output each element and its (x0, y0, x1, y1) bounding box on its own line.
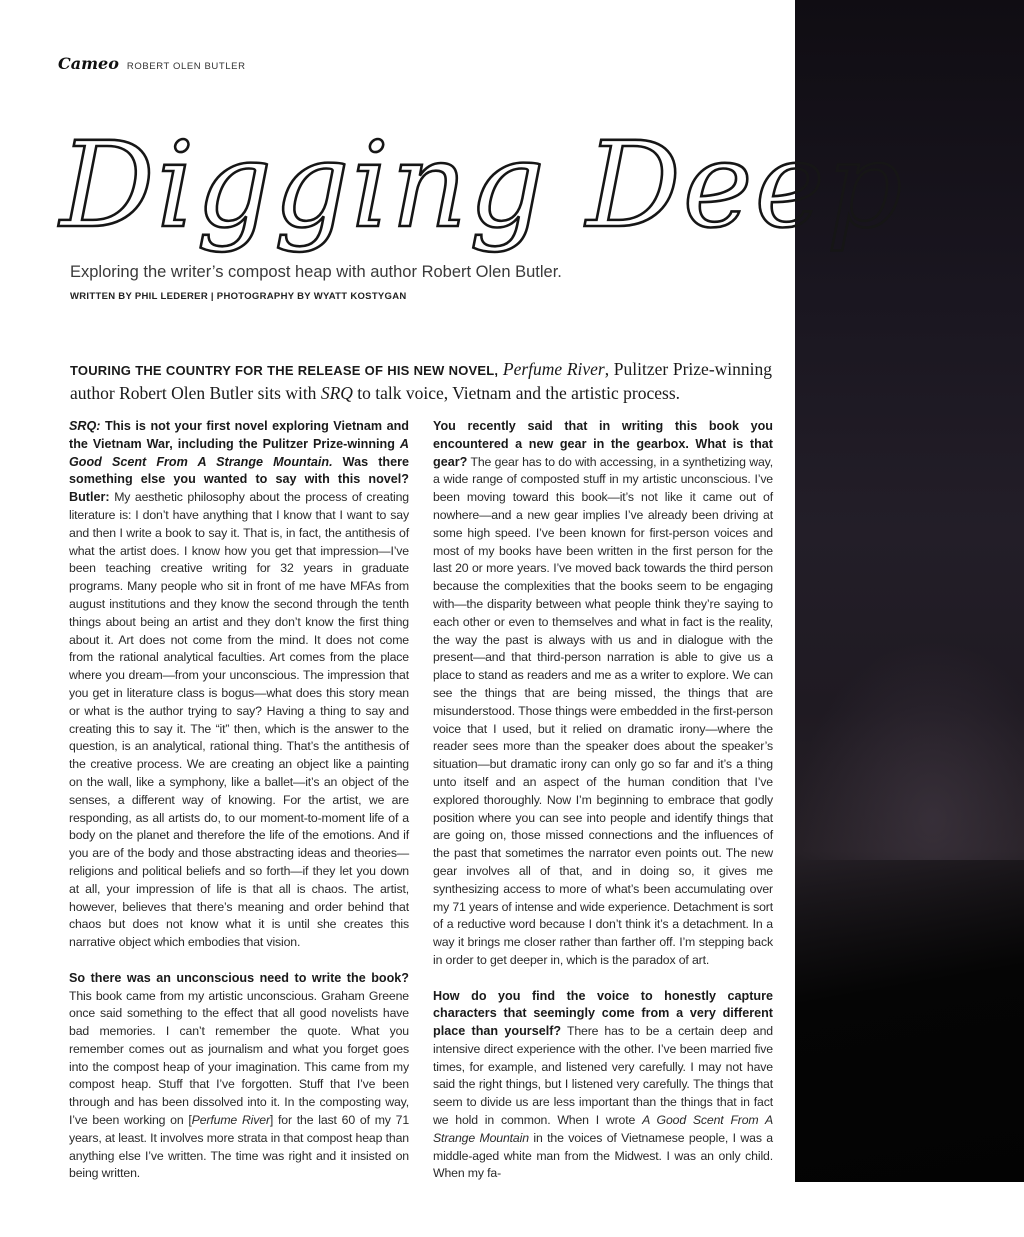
intro-text-end: to talk voice, Vietnam and the artistic process. (352, 383, 681, 403)
answer-end: ] for the last 60 of my 71 years, at least. It involves more strata in that compost heap than anything else I’ve written. The time was right and it insisted on being written. (69, 1113, 410, 1181)
article-subtitle: Exploring the writer’s compost heap with author Robert Olen Butler. (70, 263, 562, 281)
running-head-author: ROBERT OLEN BUTLER (126, 61, 246, 72)
question: You recently said that in writing this book you encountered a new gear in the gearbox. What is that gear? (433, 419, 773, 469)
answer: There has to be a certain deep and intensive direct experience with the other. I’ve been married five times, for example, and listened very carefully. I may not have said the right things, but I listened very carefully. The things that seem to divide us are less important than the things that in fact we hold in common. When I wrote (433, 1024, 773, 1128)
qa-block (433, 418, 773, 970)
photo-shadow (795, 860, 1024, 1182)
question-book-title: A Good Scent From A Strange Mountain. (69, 436, 409, 469)
running-head (58, 54, 246, 73)
qa-block (69, 970, 409, 1184)
title-text: Digging Deep (60, 116, 905, 254)
answer: This book came from my artistic unconscious. Graham Greene once said something to the effect that all good novelists have bad memories. I can’t remember the quote. What you remember comes out as journalism and what you forget goes into the compost heap of your imagination. This came from my compost heap. Stuff that I’ve forgotten. Stuff that I’ve been through and has been dissolved into it. In the composting way, I’ve been working on [ (69, 988, 409, 1128)
srq-label: SRQ: (69, 419, 101, 433)
article-intro (70, 358, 772, 404)
question-text: This is not your first novel exploring Vietnam and the Vietnam War, including the Pulitzer Prize-winning (69, 419, 409, 451)
article-byline: WRITTEN BY PHIL LEDERER | PHOTOGRAPHY BY WYATT KOSTYGAN (70, 291, 407, 302)
intro-text: , Pulitzer Prize-winning author Robert Olen Butler sits with (70, 359, 773, 403)
answer: The gear has to do with accessing, in a synthetizing way, a wide range of composted stuff in my artistic unconscious. I’ve been moving toward this book—it’s not like it came out of nowhere—and a new gear implies I’ve already been driving at some high speed. I’ve been known for first-person voices and most of my books have been written in the first person for the last 20 or more years. I’ve moved back towards the third person because the complexities that the books seem to be engaging with—the disparity between what people think they’re saying to each other or even to themselves and what in fact is the reality, the way the past is always with us and in dialogue with the present—and that third-person narration is able to give us a place to stand as readers and me as a writer to explore. We can see the things that are being missed, the things that are misunderstood. Those things were embedded in the first-person voice that I used, but it relied on dramatic irony—where the reader sees more than the speaker does about the speaker’s situation—but dramatic irony can only go so far and it’s a thing unto itself and an aspect of the human condition that I’ve explored thoroughly. Now I’m beginning to embrace that godly position where you can see into people and identify things that are going on, those missed connections and the influences of the past that sometimes the narrator even points out. The new gear involves all of that, and in doing so, it gives me synthesizing access to more of what’s been accumulating over my 71 years of intense and wide experience. Detachment is sort of a reductive word because I don’t think it’s a detachment. In a way it brings me closer rather than farther off. I’m stepping back in order to get deeper in, which is the paradox of art. (433, 454, 773, 967)
right-column (433, 418, 773, 1201)
answer-book-title: A Good Scent From A Strange Mountain (433, 1113, 773, 1145)
article-title (60, 116, 905, 258)
title-script (60, 116, 905, 258)
answer-book-title: Perfume River (191, 1113, 270, 1128)
question: How do you find the voice to honestly capture characters that seemingly come from a very different place than yourself? (433, 988, 773, 1039)
intro-book-title: Perfume River (502, 359, 605, 379)
qa-block (433, 988, 773, 1184)
left-column (69, 418, 409, 1201)
intro-magazine: SRQ (320, 383, 353, 403)
qa-block (69, 418, 409, 952)
magazine-section-logo: Cameo (58, 54, 119, 73)
question: So there was an unconscious need to write the book? (69, 970, 409, 985)
question-text-end: Was there something else you wanted to say with this novel? Butler: (69, 454, 409, 505)
answer: My aesthetic philosophy about the process of creating literature is: I don’t have anything that I know that I want to say and then I write a book to say it. That is, in fact, the antithesis of what the artist does. I know how you get that impression—I’ve been teaching creative writing for 32 years in graduate programs. Many people who sit in front of me have MFAs from august institutions and they know the second through the tenth things about being an artist and they don’t know the first thing about it. Art does not come from the mind. It does not come from the rational analytical faculties. Art comes from the place where you dream—from your unconscious. The impression that you get in literature class is bogus—what does this story mean or what is the author trying to say? Having a thing to say and creating this to say it. The “it” then, which is the answer to the question, is an analytical, rational thing. That’s the antithesis of the creative process. We are creating an object like a painting on the wall, like a symphony, like a ballet—it’s an object of the senses, a different way of knowing. For the artist, we are responding, as all artists do, to our moment-to-moment life of a body on the planet and therefore the life of the emotions. And if you are of the body and those abstracting ideas and theories—religions and political beliefs and so forth—if they let you down at all, your impression of life is that all is chaos. The artist, however, believes that there’s meaning and order behind that chaos but does not know what it is until she creates this narrative object which embodies that vision. (69, 490, 409, 950)
answer-end: in the voices of Vietnamese people, I was a middle-aged white man from the Midwest. I was an only child. When my fa- (433, 1130, 773, 1181)
intro-lead: TOURING THE COUNTRY FOR THE RELEASE OF HIS NEW NOVEL, (70, 363, 499, 378)
